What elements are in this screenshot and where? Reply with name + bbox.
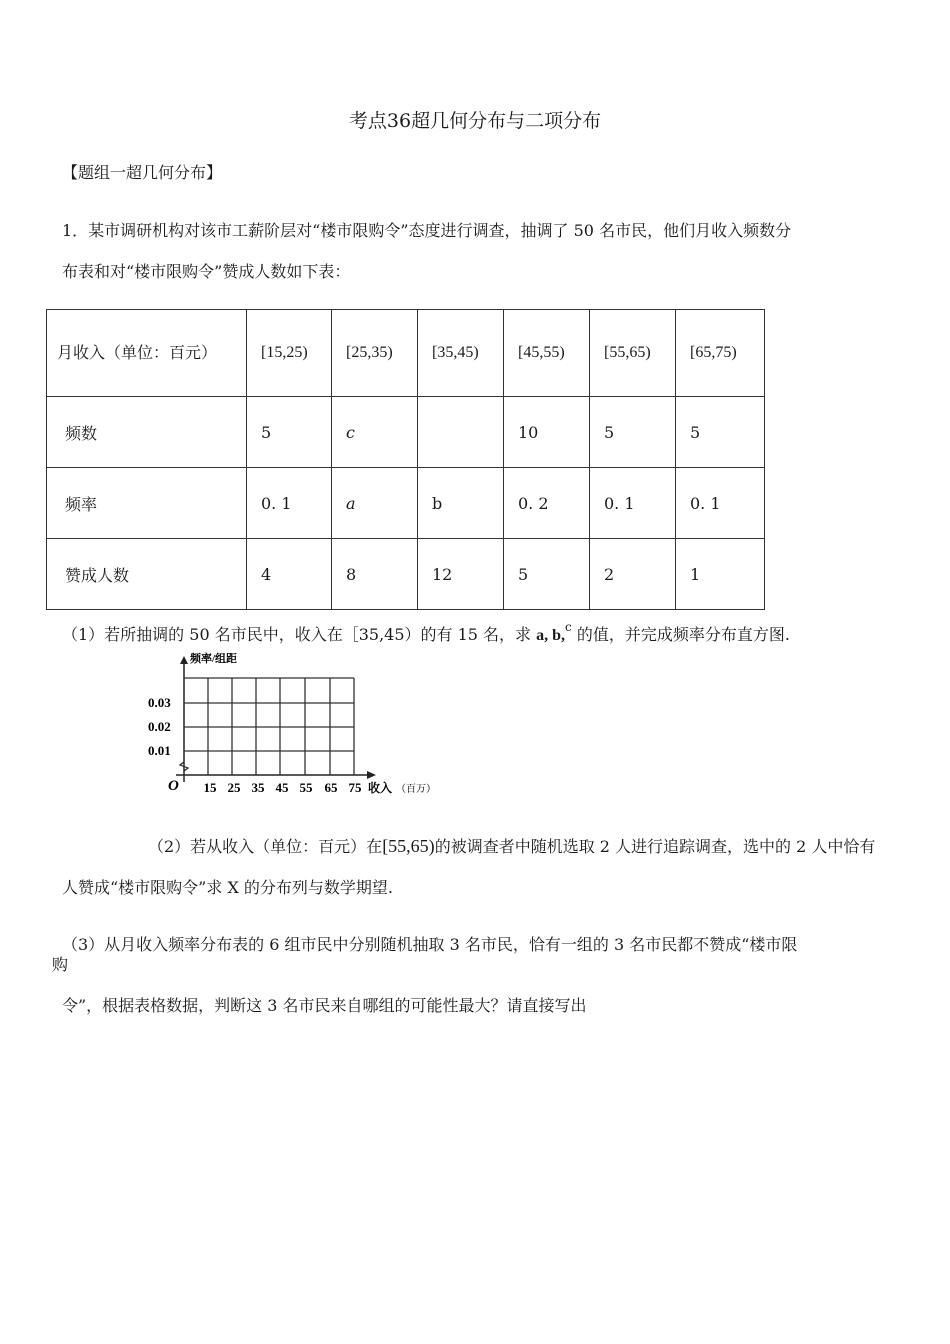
problem-intro-line2: 布表和对“楼市限购令”赞成人数如下表： [62,262,351,281]
question-3-line2: 令”，根据表格数据，判断这 3 名市民来自哪组的可能性最大？请直接写出 [62,996,587,1015]
table-cell: 5 [590,397,676,468]
x-tick-label: 55 [299,780,313,795]
x-axis-label: 收入 [368,781,393,795]
x-tick-label: 15 [203,780,217,795]
table-cell: 2 [590,539,676,610]
histogram-grid [140,648,450,798]
table-cell: c [332,397,418,468]
table-col-header: [25,35) [332,310,418,397]
question-1: （1）若所抽调的 50 名市民中，收入在［35,45）的有 15 名，求 a, b,$^c$ 的值，并完成频率分布直方图. [62,620,790,644]
q2-interval: [55,65) [382,836,435,856]
grid-horizontals [184,678,354,751]
table-cell: 8 [332,539,418,610]
table-cell [418,397,504,468]
frequency-table [46,309,765,610]
x-tick-label: 45 [275,780,289,795]
question-2-line1: （2）若从收入（单位：百元）在[55,65)的被调查者中随机选取 2 人进行追踪调查，选中的 2 人中恰有 [148,836,876,856]
table-cell: 10 [504,397,590,468]
table-cell: 1 [676,539,765,610]
problem-intro-line1: 1．某市调研机构对该市工薪阶层对“楼市限购令”态度进行调查，抽调了 50 名市民，他们月收入频数分 [62,221,792,240]
table-row [47,397,765,468]
row-label: 频数 [47,397,247,468]
table-col-header: [45,55) [504,310,590,397]
origin-label: O [168,778,179,794]
table-col-header: [55,65) [590,310,676,397]
row-label: 频率 [47,468,247,539]
group-heading: 【题组一超几何分布】 [62,163,223,182]
table-row [47,539,765,610]
question-2-line2: 人赞成“楼市限购令”求 X 的分布列与数学期望. [62,878,394,897]
x-axis-unit: （百万） [396,784,436,795]
table-cell: 0. 1 [590,468,676,539]
y-axis-label: 频率/组距 [190,653,238,665]
table-col-header: [65,75) [676,310,765,397]
x-tick-label: 25 [227,780,241,795]
table-cell: b [418,468,504,539]
x-tick-label: 75 [348,780,362,795]
table-cell: 4 [247,539,332,610]
table-col-header: [15,25) [247,310,332,397]
page-title: 考点36超几何分布与二项分布 [348,110,602,132]
table-cell: 0. 2 [504,468,590,539]
y-tick-label: 0.02 [148,719,171,734]
table-cell: 5 [247,397,332,468]
table-cell: 0. 1 [676,468,765,539]
y-tick-label: 0.03 [148,695,171,710]
table-cell: 12 [418,539,504,610]
x-tick-label: 35 [251,780,265,795]
table-header-label: 月收入（单位：百元） [47,310,247,397]
table-cell: 0. 1 [247,468,332,539]
q1-variables: a, b, [536,627,566,644]
x-axis-arrow-icon [367,771,376,779]
q1-superscript: c [565,620,572,634]
row-label: 赞成人数 [47,539,247,610]
table-col-header: [35,45) [418,310,504,397]
table-header-row [47,310,765,397]
table-cell: 5 [676,397,765,468]
x-tick-label: 65 [324,780,338,795]
x-tick-labels [204,780,363,795]
table-cell: 5 [504,539,590,610]
question-3-line1b: 购 [52,955,69,974]
y-axis-arrow-icon [180,656,188,664]
question-3-line1: （3）从月收入频率分布表的 6 组市民中分别随机抽取 3 名市民，恰有一组的 3 名市民都不赞成“楼市限 [62,935,798,954]
table-row [47,468,765,539]
y-tick-label: 0.01 [148,743,171,758]
table-cell: a [332,468,418,539]
